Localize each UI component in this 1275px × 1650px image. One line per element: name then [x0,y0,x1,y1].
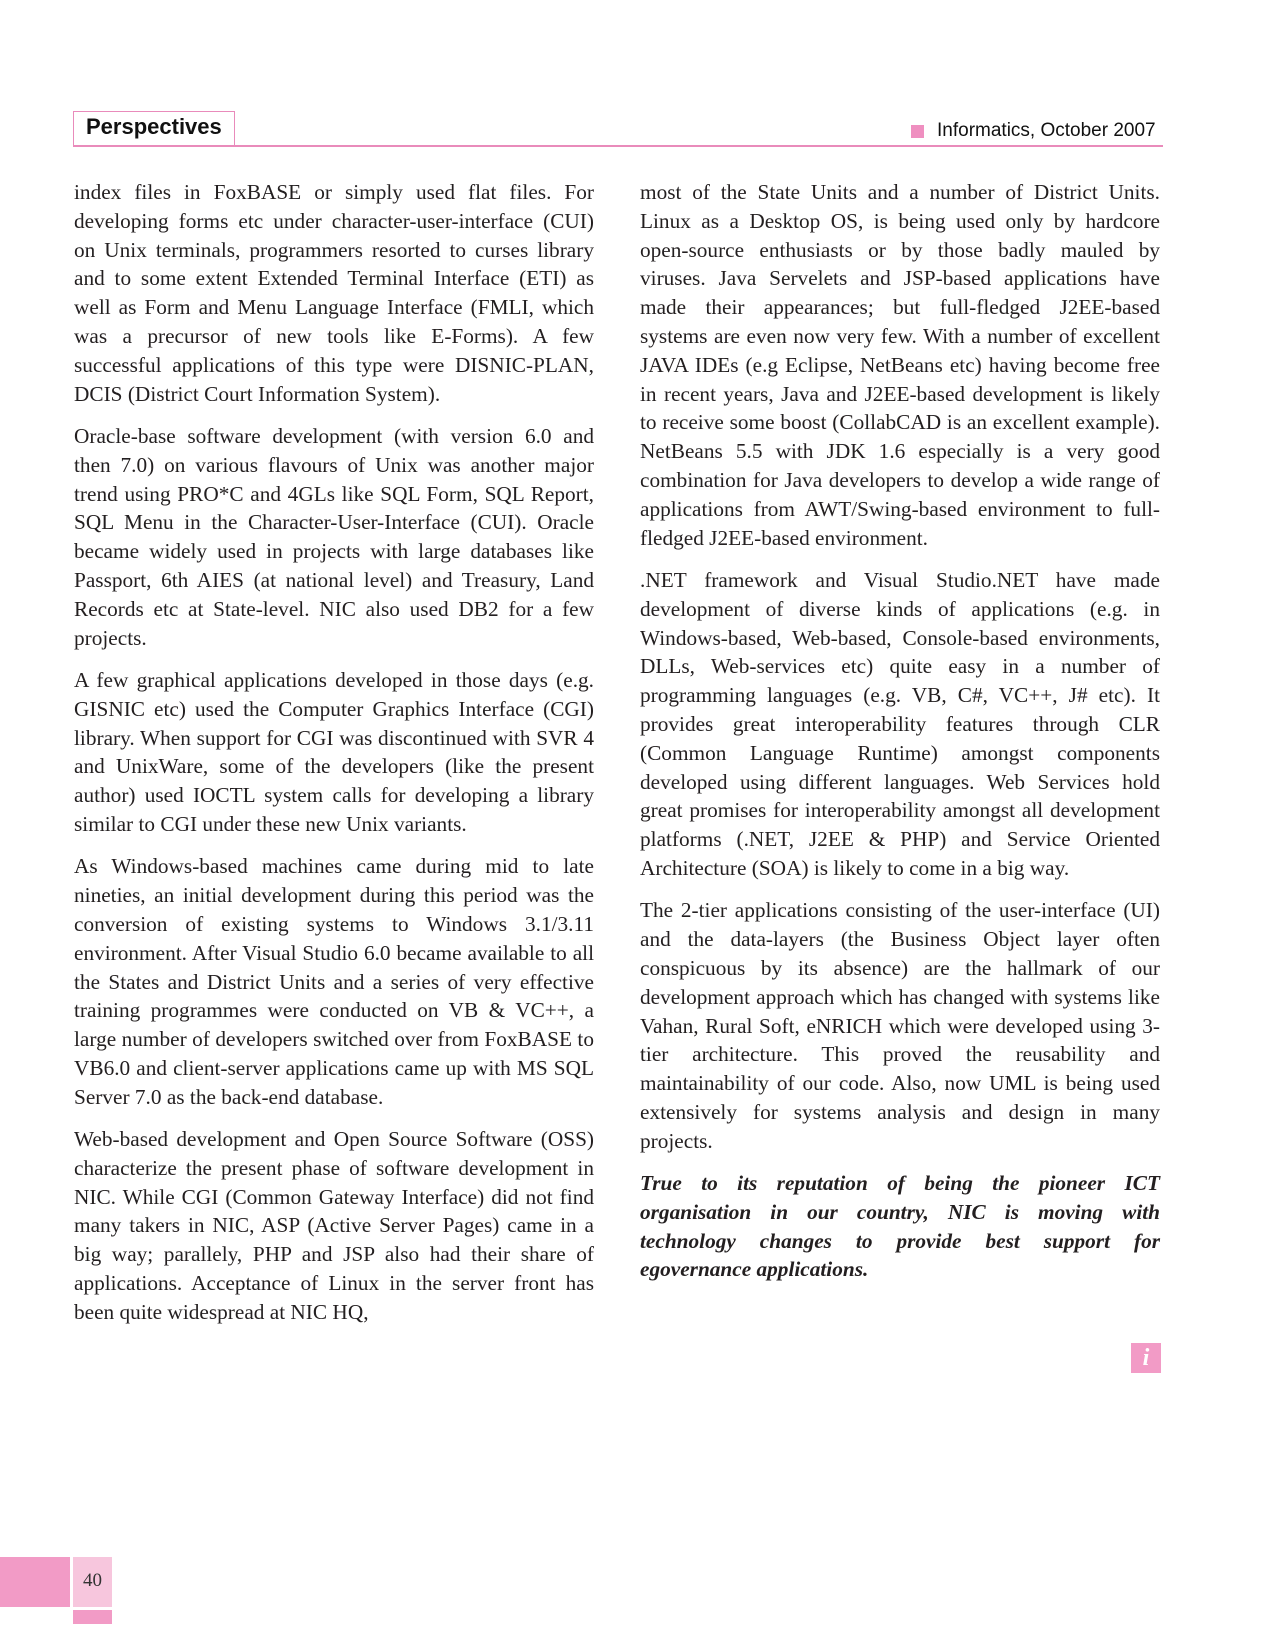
header-rule [73,145,1163,147]
paragraph: .NET framework and Visual Studio.NET have made development of diverse kinds of applications (e.g. in Windows-based, Web-based, Console-based environments, DLLs, Web-services etc) quite easy in a number of programming languages (e.g. VB, C#, VC++, J# etc). It provides great interoperability features through CLR (Common Language Runtime) amongst components developed using different languages. Web Services hold great promises for interoperability amongst all development platforms (.NET, J2EE & PHP) and Service Oriented Architecture (SOA) is likely to come in a big way. [640,567,1160,880]
paragraph: As Windows-based machines came during mid to late nineties, an initial development during this period was the conversion of existing systems to Windows 3.1/3.11 environment. After Visual Studio 6.0 became available to all the States and District Units and a series of very effective training programmes were conducted on VB & VC++, a large number of developers switched over from FoxBASE to VB6.0 and client-server applications came up with MS SQL Server 7.0 as the back-end database. [74,854,594,1109]
paragraph: index files in FoxBASE or simply used flat files. For developing forms etc under character-user-interface (CUI) on Unix terminals, programmers resorted to curses library and to some extent Extended Terminal Interface (ETI) as well as Form and Menu Language Interface (FMLI, which was a precursor of new tools like E-Forms). A few successful applications of this type were DISNIC-PLAN, DCIS (District Court Information System). [74,180,594,406]
publication-info: Informatics, October 2007 [937,120,1156,141]
paragraph: Web-based development and Open Source Software (OSS) characterize the present phase of software development in NIC. While CGI (Common Gateway Interface) did not find many takers in NIC, ASP (Active Server Pages) came in a big way; parallely, PHP and JSP also had their share of applications. Acceptance of Linux in the server front has been quite widespread at NIC HQ, [74,1127,594,1324]
paragraph: The 2-tier applications consisting of the user-interface (UI) and the data-layers (the Business Object layer often conspicuous by its absence) are the hallmark of our development approach which has changed with systems like Vahan, Rural Soft, eNRICH which were developed using 3-tier architecture. This proved the reusability and maintainability of our code. Also, now UML is being used extensively for systems analysis and design in many projects. [640,898,1160,1153]
info-end-icon: i [1131,1343,1161,1373]
paragraph: A few graphical applications developed in those days (e.g. GISNIC etc) used the Computer Graphics Interface (CGI) library. When support for CGI was discontinued with SVR 4 and UnixWare, some of the developers (like the present author) used IOCTL system calls for developing a library similar to CGI under these new Unix variants. [74,667,594,836]
left-column [74,178,594,1340]
right-column [640,178,1160,1298]
pink-square-icon [911,125,924,138]
closing-paragraph: True to its reputation of being the pioneer ICT organisation in our country, NIC is moving with technology changes to provide best support for egovernance applications. [640,1171,1160,1282]
footer-bar [0,1557,70,1607]
page-number: 40 [83,1570,102,1591]
paragraph: most of the State Units and a number of District Units. Linux as a Desktop OS, is being used only by hardcore open-source enthusiasts or by those badly mauled by viruses. Java Servelets and JSP-based applications have made their appearances; but full-fledged J2EE-based systems are even now very few. With a number of excellent JAVA IDEs (e.g Eclipse, NetBeans etc) having become free in recent years, Java and J2EE-based development is likely to receive some boost (CollabCAD is an excellent example). NetBeans 5.5 with JDK 1.6 especially is a very good combination for Java developers to develop a wide range of applications from AWT/Swing-based environment to full-fledged J2EE-based environment. [640,180,1160,550]
footer-strip [73,1610,112,1624]
paragraph: Oracle-base software development (with version 6.0 and then 7.0) on various flavours of Unix was another major trend using PRO*C and 4GLs like SQL Form, SQL Report, SQL Menu in the Character-User-Interface (CUI). Oracle became widely used in projects with large databases like Passport, 6th AIES (at national level) and Treasury, Land Records etc at State-level. NIC also used DB2 for a few projects. [74,423,594,650]
section-title: Perspectives [86,114,222,139]
